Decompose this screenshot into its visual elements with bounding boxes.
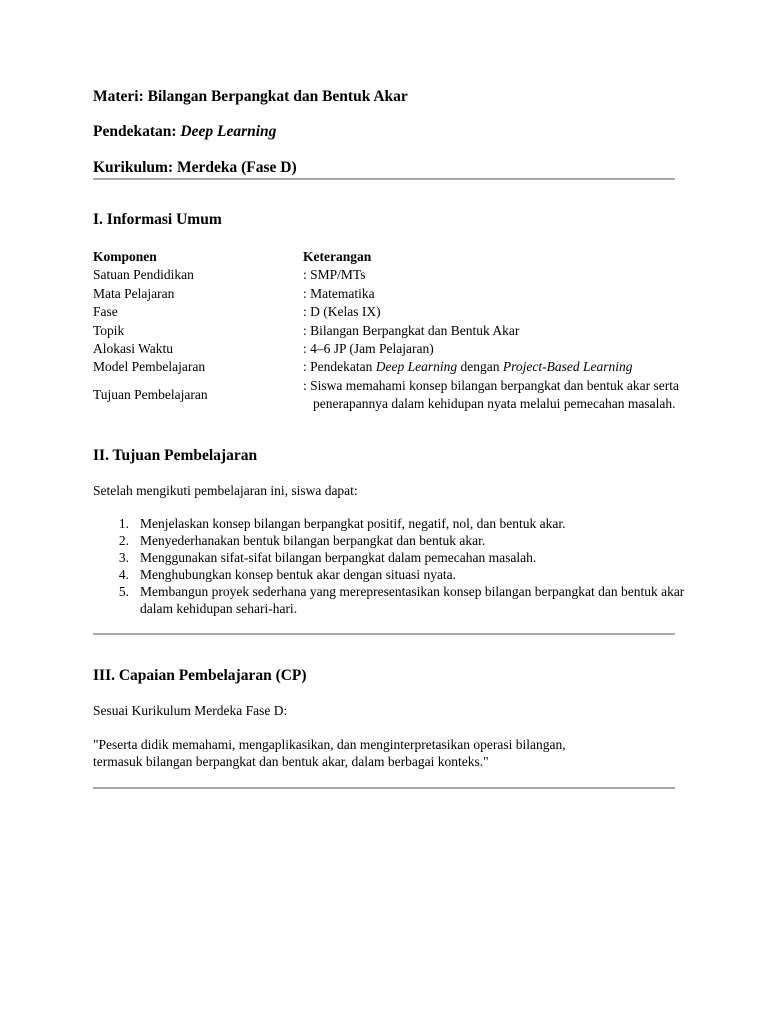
kurikulum-value: Merdeka (Fase D) [176, 159, 297, 176]
table-row-model [93, 358, 753, 376]
komponen-cell: Mata Pelajaran [93, 285, 175, 301]
section-1-title: I. Informasi Umum [93, 211, 222, 228]
materi-value: Bilangan Berpangkat dan Bentuk Akar [147, 88, 408, 105]
cp-quote-line-2: termasuk bilangan berpangkat dan bentuk akar, dalam berbagai konteks." [93, 754, 489, 769]
keterangan-cell: : D (Kelas IX) [303, 304, 381, 320]
table-row [93, 266, 753, 284]
kurikulum-label: Kurikulum: [93, 159, 174, 176]
pendekatan-heading [93, 123, 276, 141]
keterangan-cell: : Matematika [303, 285, 375, 301]
cp-quote-line-1: "Peserta didik memahami, mengaplikasikan, dan menginterpretasikan operasi bilangan, [93, 737, 566, 752]
list-item [93, 583, 685, 617]
list-text: Menjelaskan konsep bilangan berpangkat positif, negatif, nol, dan bentuk akar. [140, 516, 566, 531]
section-2-intro: Setelah mengikuti pembelajaran ini, siswa dapat: [93, 483, 358, 498]
divider-header [93, 178, 675, 180]
keterangan-cell: : Bilangan Berpangkat dan Bentuk Akar [303, 322, 520, 338]
informasi-umum-table [93, 248, 753, 418]
list-item [93, 515, 693, 532]
list-number: 1. [118, 516, 129, 531]
table-row [93, 285, 753, 303]
model-italic-1: Deep Learning [375, 359, 458, 375]
section-3-intro: Sesuai Kurikulum Merdeka Fase D: [93, 703, 288, 718]
list-number: 5. [118, 584, 129, 599]
tujuan-list [93, 515, 693, 617]
komponen-cell: Fase [93, 304, 118, 320]
list-item [93, 566, 693, 583]
komponen-cell: Alokasi Waktu [93, 341, 174, 356]
keterangan-cell [303, 358, 632, 376]
table-row [93, 340, 753, 358]
komponen-cell: Model Pembelajaran [93, 359, 206, 375]
divider-section-3 [93, 787, 675, 789]
kurikulum-heading [93, 159, 297, 177]
materi-heading [93, 88, 408, 106]
materi-label: Materi: [93, 88, 144, 105]
keterangan-line-1: : Siswa memahami konsep bilangan berpangkat dan bentuk akar serta [303, 378, 680, 393]
section-2-title: II. Tujuan Pembelajaran [93, 447, 258, 464]
col-komponen-header: Komponen [93, 249, 157, 264]
keterangan-cell: : 4–6 JP (Jam Pelajaran) [303, 341, 434, 356]
komponen-cell: Tujuan Pembelajaran [93, 387, 208, 402]
list-item [93, 549, 693, 566]
list-text: Menggunakan sifat-sifat bilangan berpangkat dalam pemecahan masalah. [140, 550, 537, 565]
komponen-cell: Satuan Pendidikan [93, 267, 194, 283]
table-row [93, 303, 753, 321]
list-text: Menyederhanakan bentuk bilangan berpangkat dan bentuk akar. [140, 533, 486, 548]
col-keterangan-header: Keterangan [303, 249, 372, 264]
komponen-cell: Topik [93, 322, 125, 338]
list-text: Membangun proyek sederhana yang merepresentasikan konsep bilangan berpangkat dan bentuk akar dalam kehidupan sehari-hari. [140, 584, 685, 616]
model-italic-2: Project-Based Learning [502, 359, 633, 375]
table-header-row [93, 248, 753, 266]
section-3-title: III. Capaian Pembelajaran (CP) [93, 667, 307, 684]
list-text: Menghubungkan konsep bentuk akar dengan situasi nyata. [140, 567, 457, 582]
table-row [93, 322, 753, 340]
divider-section-2 [93, 633, 675, 635]
list-number: 3. [118, 550, 129, 565]
keterangan-line-2: penerapannya dalam kehidupan nyata melalui pemecahan masalah. [313, 396, 676, 411]
list-number: 4. [118, 567, 129, 582]
list-item [93, 532, 693, 549]
model-pre: : Pendekatan [303, 359, 376, 375]
list-number: 2. [118, 533, 129, 548]
table-row-tujuan [93, 377, 753, 413]
pendekatan-label: Pendekatan: [93, 123, 177, 140]
pendekatan-value: Deep Learning [180, 123, 277, 140]
keterangan-cell: : SMP/MTs [303, 267, 366, 283]
model-mid: dengan [457, 359, 503, 375]
